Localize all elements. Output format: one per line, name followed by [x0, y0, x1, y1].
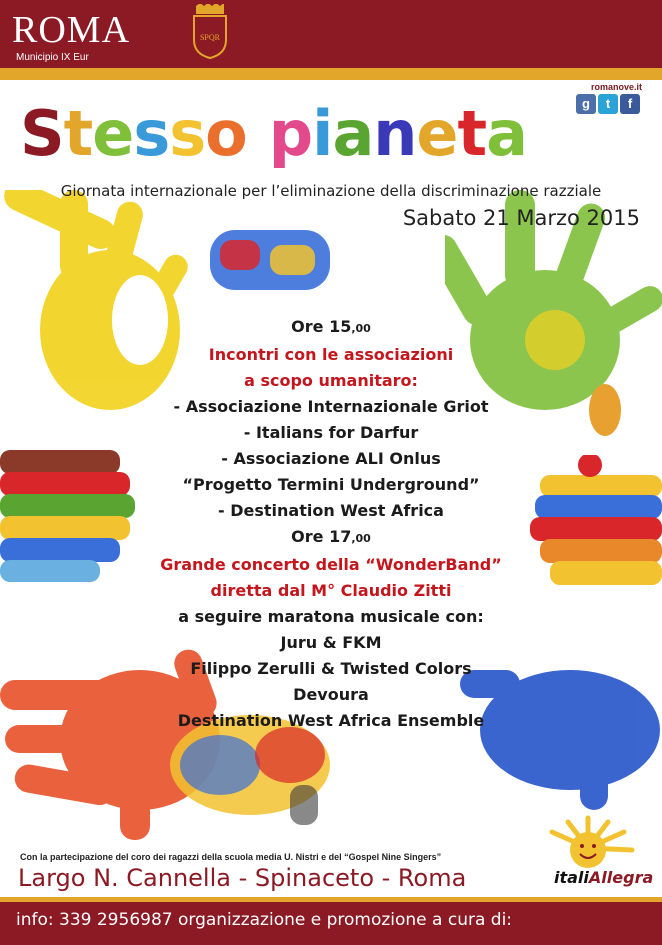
- social-icons: [576, 94, 640, 114]
- participation-note: Con la partecipazione del coro dei ragazzi della scuola media U. Nistri e del “Gospel Nine Singers”: [20, 852, 442, 862]
- time1-sub: ,00: [351, 322, 371, 335]
- twitter-icon[interactable]: t: [598, 94, 618, 114]
- website-link[interactable]: romanove.it: [590, 82, 642, 92]
- title-letter: a: [332, 97, 374, 170]
- city-logo-text: ROMA: [12, 9, 131, 51]
- title-letter: o: [205, 97, 247, 170]
- performer-item: Destination West Africa Ensemble: [177, 711, 485, 730]
- title-letter: p: [268, 97, 313, 170]
- performers-intro: a seguire maratona musicale con:: [178, 607, 484, 626]
- title-letter: i: [312, 97, 333, 170]
- title-letter: S: [20, 97, 64, 170]
- title-letter: s: [133, 97, 170, 170]
- performer-item: Juru & FKM: [280, 633, 382, 652]
- association-item: - Italians for Darfur: [243, 423, 419, 442]
- heading1-line2: a scopo umanitaro:: [244, 371, 418, 390]
- association-item: “Progetto Termini Underground”: [182, 475, 480, 494]
- municipio-label: Municipio IX Eur: [16, 52, 89, 63]
- google-plus-icon[interactable]: g: [576, 94, 596, 114]
- info-contact: info: 339 2956987 organizzazione e promozione a cura di:: [16, 910, 513, 930]
- logo-text-1: itali: [554, 868, 589, 887]
- title-letter: t: [63, 97, 93, 170]
- heading2-line1: Grande concerto della “WonderBand”: [160, 555, 502, 574]
- title-letter: n: [373, 97, 417, 170]
- association-item: - Associazione Internazionale Griot: [173, 397, 489, 416]
- program-block: [100, 314, 562, 734]
- paint-drop-icon: [585, 380, 625, 440]
- time-slot-2: [100, 524, 562, 552]
- event-title: [20, 98, 527, 170]
- title-letter: t: [457, 97, 487, 170]
- time2-main: Ore 17: [291, 527, 352, 546]
- time1-main: Ore 15: [291, 317, 352, 336]
- venue-address: Largo N. Cannella - Spinaceto - Roma: [18, 864, 467, 892]
- title-letter: a: [486, 97, 527, 170]
- time-slot-1: [100, 314, 562, 342]
- event-date: Sabato 21 Marzo 2015: [402, 206, 640, 230]
- title-letter: e: [92, 97, 134, 170]
- performer-item: Devoura: [293, 685, 369, 704]
- facebook-icon[interactable]: f: [620, 94, 640, 114]
- time2-sub: ,00: [351, 532, 371, 545]
- italia-allegra-logo-text: [554, 868, 653, 887]
- heading1-line1: Incontri con le associazioni: [208, 345, 454, 364]
- logo-text-2: Allegra: [588, 868, 654, 887]
- header-gold-stripe: [0, 68, 662, 80]
- roma-crest-icon: [190, 4, 230, 60]
- footer-gold-stripe: [0, 897, 662, 902]
- event-subtitle: Giornata internazionale per l’eliminazione della discriminazione razziale: [60, 182, 602, 200]
- association-item: - Destination West Africa: [218, 501, 444, 520]
- association-item: - Associazione ALI Onlus: [221, 449, 441, 468]
- heading2-line2: diretta dal M° Claudio Zitti: [210, 581, 452, 600]
- performer-item: Filippo Zerulli & Twisted Colors: [190, 659, 472, 678]
- title-letter: s: [169, 97, 206, 170]
- multicolor-fist-icon: [200, 230, 340, 300]
- title-letter: e: [416, 97, 458, 170]
- svg-text:SPQR: SPQR: [199, 33, 221, 42]
